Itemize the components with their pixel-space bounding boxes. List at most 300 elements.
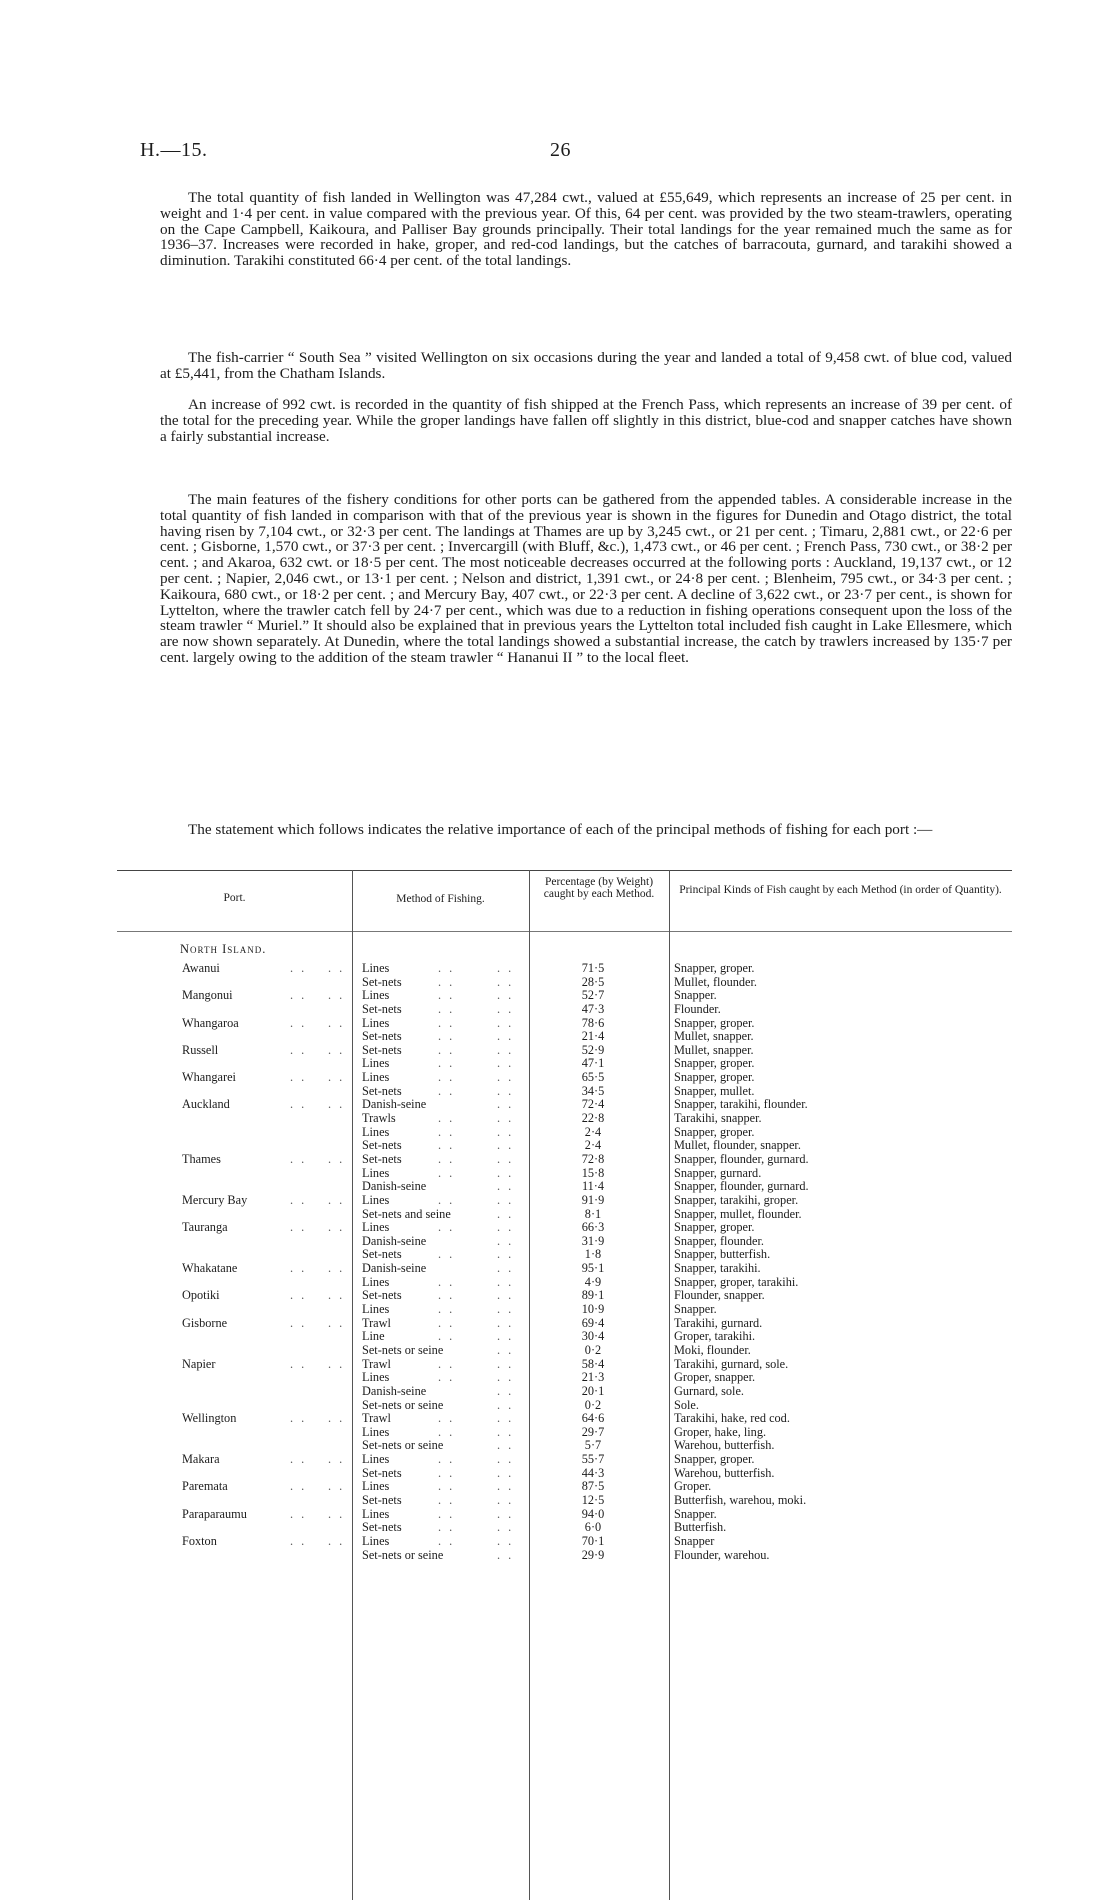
leader-dots: ..: [497, 1192, 520, 1207]
method-cell: Lines: [362, 988, 390, 1003]
leader-dots: ..: [328, 1151, 351, 1166]
table-row: [0, 1235, 1114, 1249]
table-row: [0, 1426, 1114, 1440]
leader-dots: ..: [438, 1329, 461, 1344]
method-cell: Set-nets: [362, 1029, 402, 1044]
percentage-cell: 1·8: [584, 1247, 602, 1262]
table-row: [0, 1439, 1114, 1453]
fish-kinds-cell: Snapper, groper.: [674, 1452, 755, 1467]
method-cell: Lines: [362, 1479, 390, 1494]
leader-dots: ..: [497, 1083, 520, 1098]
leader-dots: ..: [438, 1356, 461, 1371]
column-header-method: Method of Fishing.: [396, 893, 485, 905]
leader-dots: ..: [497, 1179, 520, 1194]
leader-dots: ..: [328, 1220, 351, 1235]
leader-dots: ..: [497, 961, 520, 975]
leader-dots: ..: [438, 1042, 461, 1057]
percentage-cell: 34·5: [581, 1083, 605, 1098]
leader-dots: ..: [497, 1383, 520, 1398]
leader-dots: ..: [328, 1452, 351, 1467]
fish-kinds-cell: Snapper, mullet, flounder.: [674, 1206, 802, 1221]
table-row: [0, 1180, 1114, 1194]
leader-dots: ..: [497, 1001, 520, 1016]
percentage-cell: 10·9: [581, 1302, 605, 1317]
method-cell: Set-nets: [362, 1083, 402, 1098]
table-row: [0, 1535, 1114, 1549]
leader-dots: ..: [497, 1151, 520, 1166]
percentage-cell: 65·5: [581, 1070, 605, 1085]
leader-dots: ..: [328, 961, 351, 975]
table-header-rule: [117, 931, 1012, 932]
leader-dots: ..: [438, 1220, 461, 1235]
leader-dots: ..: [328, 1261, 351, 1276]
leader-dots: ..: [497, 1220, 520, 1235]
table-top-rule: [117, 870, 1012, 871]
leader-dots: ..: [497, 1206, 520, 1221]
leader-dots: ..: [497, 1342, 520, 1357]
method-cell: Set-nets: [362, 1151, 402, 1166]
fish-kinds-cell: Mullet, flounder, snapper.: [674, 1138, 801, 1153]
percentage-cell: 29·9: [581, 1547, 605, 1562]
leader-dots: ..: [497, 1138, 520, 1153]
percentage-cell: 44·3: [581, 1465, 605, 1480]
fish-kinds-cell: Snapper, groper.: [674, 1070, 755, 1085]
leader-dots: ..: [497, 1329, 520, 1344]
fish-kinds-cell: Snapper, groper.: [674, 1015, 755, 1030]
leader-dots: ..: [438, 1165, 461, 1180]
fish-kinds-cell: Tarakihi, gurnard.: [674, 1315, 763, 1330]
method-cell: Lines: [362, 1533, 390, 1548]
percentage-cell: 11·4: [581, 1179, 605, 1194]
leader-dots: ..: [438, 1192, 461, 1207]
leader-dots: ..: [497, 1042, 520, 1057]
percentage-cell: 30·4: [581, 1329, 605, 1344]
table-row: [0, 1126, 1114, 1140]
table-row: [0, 1030, 1114, 1044]
leader-dots: ..: [497, 1056, 520, 1071]
leader-dots: ..: [438, 1056, 461, 1071]
leader-dots: ..: [497, 1397, 520, 1412]
percentage-cell: 22·8: [581, 1111, 605, 1126]
leader-dots: ..: [438, 1288, 461, 1303]
fish-kinds-cell: Butterfish, warehou, moki.: [674, 1492, 807, 1507]
port-cell: Whakatane: [182, 1261, 238, 1276]
leader-dots: ..: [497, 988, 520, 1003]
method-cell: Set-nets or seine: [362, 1547, 444, 1562]
percentage-cell: 0·2: [584, 1342, 602, 1357]
table-row: [0, 1521, 1114, 1535]
leader-dots: ..: [328, 1356, 351, 1371]
method-cell: Lines: [362, 1424, 390, 1439]
leader-dots: ..: [497, 1438, 520, 1453]
leader-dots: ..: [438, 1302, 461, 1317]
leader-dots: ..: [290, 1506, 313, 1521]
fishing-methods-table: [0, 962, 1114, 1562]
leader-dots: ..: [438, 961, 461, 975]
column-header-port: Port.: [223, 892, 246, 904]
leader-dots: ..: [290, 1261, 313, 1276]
port-cell: Opotiki: [182, 1288, 220, 1303]
leader-dots: ..: [328, 1411, 351, 1426]
method-cell: Lines: [362, 1506, 390, 1521]
method-cell: Lines: [362, 1070, 390, 1085]
percentage-cell: 21·3: [581, 1370, 605, 1385]
fish-kinds-cell: Mullet, snapper.: [674, 1042, 754, 1057]
percentage-cell: 78·6: [581, 1015, 605, 1030]
percentage-cell: 94·0: [581, 1506, 605, 1521]
paragraph-text: An increase of 992 cwt. is recorded in the quantity of fish shipped at the French Pass, which represents an increase of 39 per cent. of the total for the preceding year. While the groper landings have fallen off slightly in this district, blue-cod and snapper catches have shown a fairly substantial increase.: [160, 396, 1012, 445]
method-cell: Danish-seine: [362, 1261, 427, 1276]
leader-dots: ..: [438, 1533, 461, 1548]
fish-kinds-cell: Snapper, flounder, gurnard.: [674, 1179, 809, 1194]
port-cell: Gisborne: [182, 1315, 228, 1330]
percentage-cell: 70·1: [581, 1533, 605, 1548]
leader-dots: ..: [497, 1356, 520, 1371]
table-row: [0, 1194, 1114, 1208]
percentage-cell: 31·9: [581, 1233, 605, 1248]
leader-dots: ..: [290, 1151, 313, 1166]
leader-dots: ..: [497, 1274, 520, 1289]
port-cell: Mangonui: [182, 988, 233, 1003]
table-row: [0, 1248, 1114, 1262]
table-row: [0, 1453, 1114, 1467]
port-cell: Whangaroa: [182, 1015, 239, 1030]
table-row: [0, 1385, 1114, 1399]
method-cell: Lines: [362, 1165, 390, 1180]
column-header-percentage: Percentage (by Weight) caught by each Method.: [543, 876, 655, 900]
paragraph-french-pass: [160, 397, 1012, 444]
leader-dots: ..: [497, 1302, 520, 1317]
leader-dots: ..: [328, 1042, 351, 1057]
method-cell: Set-nets: [362, 1288, 402, 1303]
leader-dots: ..: [497, 1465, 520, 1480]
fish-kinds-cell: Snapper: [674, 1533, 715, 1548]
fish-kinds-cell: Snapper, gurnard.: [674, 1165, 762, 1180]
leader-dots: ..: [497, 1124, 520, 1139]
fish-kinds-cell: Snapper.: [674, 1506, 717, 1521]
fish-kinds-cell: Snapper, flounder.: [674, 1233, 765, 1248]
percentage-cell: 20·1: [581, 1383, 605, 1398]
port-cell: Paraparaumu: [182, 1506, 247, 1521]
table-row: [0, 962, 1114, 976]
percentage-cell: 91·9: [581, 1192, 605, 1207]
leader-dots: ..: [290, 1411, 313, 1426]
percentage-cell: 55·7: [581, 1452, 605, 1467]
leader-dots: ..: [290, 1097, 313, 1112]
table-row: [0, 1358, 1114, 1372]
method-cell: Lines: [362, 1192, 390, 1207]
fish-kinds-cell: Snapper, tarakihi.: [674, 1261, 761, 1276]
leader-dots: ..: [438, 1492, 461, 1507]
percentage-cell: 5·7: [584, 1438, 602, 1453]
method-cell: Danish-seine: [362, 1179, 427, 1194]
leader-dots: ..: [438, 1001, 461, 1016]
method-cell: Set-nets: [362, 1001, 402, 1016]
fish-kinds-cell: Snapper, groper.: [674, 961, 755, 975]
method-cell: Set-nets: [362, 1138, 402, 1153]
leader-dots: ..: [438, 1274, 461, 1289]
fish-kinds-cell: Tarakihi, snapper.: [674, 1111, 762, 1126]
paragraph-other-ports: [160, 492, 1012, 666]
leader-dots: ..: [497, 1520, 520, 1535]
percentage-cell: 66·3: [581, 1220, 605, 1235]
leader-dots: ..: [328, 1288, 351, 1303]
fish-kinds-cell: Flounder, snapper.: [674, 1288, 765, 1303]
leader-dots: ..: [438, 1424, 461, 1439]
leader-dots: ..: [497, 1233, 520, 1248]
port-cell: Makara: [182, 1452, 220, 1467]
percentage-cell: 4·9: [584, 1274, 602, 1289]
paragraph-text: The statement which follows indicates the relative importance of each of the principal methods of fishing for each port :—: [188, 821, 933, 838]
leader-dots: ..: [328, 1070, 351, 1085]
leader-dots: ..: [290, 961, 313, 975]
leader-dots: ..: [438, 1479, 461, 1494]
leader-dots: ..: [438, 1506, 461, 1521]
leader-dots: ..: [497, 1424, 520, 1439]
table-row: [0, 1467, 1114, 1481]
table-row: [0, 1508, 1114, 1522]
leader-dots: ..: [438, 1070, 461, 1085]
leader-dots: ..: [328, 1015, 351, 1030]
leader-dots: ..: [290, 988, 313, 1003]
method-cell: Set-nets: [362, 1042, 402, 1057]
method-cell: Set-nets: [362, 974, 402, 989]
table-row: [0, 1494, 1114, 1508]
percentage-cell: 47·1: [581, 1056, 605, 1071]
leader-dots: ..: [290, 1479, 313, 1494]
table-row: [0, 1112, 1114, 1126]
leader-dots: ..: [438, 1029, 461, 1044]
method-cell: Lines: [362, 1274, 390, 1289]
leader-dots: ..: [497, 974, 520, 989]
method-cell: Lines: [362, 1220, 390, 1235]
method-cell: Lines: [362, 1370, 390, 1385]
leader-dots: ..: [328, 1506, 351, 1521]
leader-dots: ..: [438, 1111, 461, 1126]
fish-kinds-cell: Snapper, tarakihi, groper.: [674, 1192, 799, 1207]
table-row: [0, 1289, 1114, 1303]
percentage-cell: 0·2: [584, 1397, 602, 1412]
leader-dots: ..: [290, 1288, 313, 1303]
port-cell: Tauranga: [182, 1220, 228, 1235]
fish-kinds-cell: Warehou, butterfish.: [674, 1438, 775, 1453]
port-cell: Whangarei: [182, 1070, 236, 1085]
table-row: [0, 1167, 1114, 1181]
table-row: [0, 1098, 1114, 1112]
port-cell: Mercury Bay: [182, 1192, 248, 1207]
method-cell: Set-nets or seine: [362, 1438, 444, 1453]
fish-kinds-cell: Groper, tarakihi.: [674, 1329, 756, 1344]
fish-kinds-cell: Groper, snapper.: [674, 1370, 756, 1385]
percentage-cell: 52·9: [581, 1042, 605, 1057]
page-reference: H.—15.: [140, 139, 208, 161]
paragraph-fish-carrier: [160, 350, 1012, 382]
method-cell: Lines: [362, 1124, 390, 1139]
fish-kinds-cell: Snapper, tarakihi, flounder.: [674, 1097, 808, 1112]
table-row: [0, 1412, 1114, 1426]
leader-dots: ..: [328, 1097, 351, 1112]
leader-dots: ..: [290, 1315, 313, 1330]
leader-dots: ..: [438, 1124, 461, 1139]
fish-kinds-cell: Groper, hake, ling.: [674, 1424, 767, 1439]
fish-kinds-cell: Warehou, butterfish.: [674, 1465, 775, 1480]
percentage-cell: 72·8: [581, 1151, 605, 1166]
method-cell: Trawl: [362, 1315, 391, 1330]
port-cell: Awanui: [182, 961, 220, 975]
table-row: [0, 1208, 1114, 1222]
leader-dots: ..: [497, 1288, 520, 1303]
port-cell: Foxton: [182, 1533, 217, 1548]
fish-kinds-cell: Tarakihi, hake, red cod.: [674, 1411, 790, 1426]
paragraph-statement-intro: [160, 822, 1012, 838]
percentage-cell: 29·7: [581, 1424, 605, 1439]
fish-kinds-cell: Mullet, flounder.: [674, 974, 757, 989]
table-row: [0, 1303, 1114, 1317]
table-row: [0, 1549, 1114, 1563]
fish-kinds-cell: Snapper, groper.: [674, 1220, 755, 1235]
percentage-cell: 69·4: [581, 1315, 605, 1330]
table-row: [0, 1344, 1114, 1358]
method-cell: Set-nets: [362, 1247, 402, 1262]
table-row: [0, 1480, 1114, 1494]
leader-dots: ..: [438, 1315, 461, 1330]
paragraph-text: The fish-carrier “ South Sea ” visited Wellington on six occasions during the year and landed a total of 9,458 cwt. of blue cod, valued at £5,441, from the Chatham Islands.: [160, 349, 1012, 382]
leader-dots: ..: [497, 1247, 520, 1262]
method-cell: Lines: [362, 1302, 390, 1317]
fish-kinds-cell: Snapper, groper.: [674, 1056, 755, 1071]
port-cell: Paremata: [182, 1479, 228, 1494]
method-cell: Danish-seine: [362, 1383, 427, 1398]
fish-kinds-cell: Mullet, snapper.: [674, 1029, 754, 1044]
leader-dots: ..: [438, 1411, 461, 1426]
leader-dots: ..: [497, 1097, 520, 1112]
port-cell: Napier: [182, 1356, 216, 1371]
leader-dots: ..: [438, 974, 461, 989]
percentage-cell: 28·5: [581, 974, 605, 989]
table-row: [0, 1317, 1114, 1331]
port-cell: Thames: [182, 1151, 221, 1166]
leader-dots: ..: [290, 1452, 313, 1467]
percentage-cell: 87·5: [581, 1479, 605, 1494]
leader-dots: ..: [438, 1138, 461, 1153]
percentage-cell: 2·4: [584, 1138, 602, 1153]
method-cell: Trawl: [362, 1411, 391, 1426]
page-number: 26: [550, 139, 571, 161]
leader-dots: ..: [438, 1452, 461, 1467]
port-cell: Auckland: [182, 1097, 230, 1112]
percentage-cell: 12·5: [581, 1492, 605, 1507]
table-row: [0, 1153, 1114, 1167]
fish-kinds-cell: Sole.: [674, 1397, 699, 1412]
method-cell: Set-nets: [362, 1465, 402, 1480]
leader-dots: ..: [290, 1533, 313, 1548]
method-cell: Lines: [362, 1452, 390, 1467]
method-cell: Set-nets or seine: [362, 1397, 444, 1412]
fish-kinds-cell: Snapper, mullet.: [674, 1083, 755, 1098]
leader-dots: ..: [438, 1151, 461, 1166]
percentage-cell: 2·4: [584, 1124, 602, 1139]
fish-kinds-cell: Flounder, warehou.: [674, 1547, 770, 1562]
leader-dots: ..: [290, 1356, 313, 1371]
method-cell: Set-nets: [362, 1520, 402, 1535]
leader-dots: ..: [497, 1533, 520, 1548]
fish-kinds-cell: Butterfish.: [674, 1520, 727, 1535]
port-cell: Wellington: [182, 1411, 237, 1426]
table-row: [0, 976, 1114, 990]
method-cell: Trawl: [362, 1356, 391, 1371]
percentage-cell: 6·0: [584, 1520, 602, 1535]
leader-dots: ..: [497, 1261, 520, 1276]
table-row: [0, 1262, 1114, 1276]
fish-kinds-cell: Groper.: [674, 1479, 712, 1494]
leader-dots: ..: [290, 1015, 313, 1030]
table-row: [0, 1057, 1114, 1071]
table-row: [0, 1139, 1114, 1153]
percentage-cell: 72·4: [581, 1097, 605, 1112]
leader-dots: ..: [497, 1015, 520, 1030]
method-cell: Lines: [362, 1056, 390, 1071]
fish-kinds-cell: Snapper, groper.: [674, 1124, 755, 1139]
fish-kinds-cell: Moki, flounder.: [674, 1342, 751, 1357]
percentage-cell: 71·5: [581, 961, 605, 975]
fish-kinds-cell: Snapper, groper, tarakihi.: [674, 1274, 799, 1289]
table-row: [0, 1044, 1114, 1058]
percentage-cell: 89·1: [581, 1288, 605, 1303]
leader-dots: ..: [290, 1220, 313, 1235]
leader-dots: ..: [290, 1070, 313, 1085]
column-header-kinds: Principal Kinds of Fish caught by each Method (in order of Quantity).: [679, 884, 1002, 896]
fish-kinds-cell: Flounder.: [674, 1001, 721, 1016]
table-row: [0, 1071, 1114, 1085]
leader-dots: ..: [497, 1165, 520, 1180]
leader-dots: ..: [438, 1083, 461, 1098]
paragraph-wellington: [160, 190, 1012, 269]
leader-dots: ..: [328, 1315, 351, 1330]
leader-dots: ..: [438, 1370, 461, 1385]
fish-kinds-cell: Snapper.: [674, 1302, 717, 1317]
leader-dots: ..: [438, 1520, 461, 1535]
fish-kinds-cell: Snapper, flounder, gurnard.: [674, 1151, 809, 1166]
leader-dots: ..: [438, 988, 461, 1003]
paragraph-text: The main features of the fishery conditions for other ports can be gathered from the appended tables. A considerable increase in the total quantity of fish landed in comparison with that of the previous year is shown in the figures for Dunedin and Otago district, the total having risen by 7,104 cwt., or 32·3 per cent. The landings at Thames are up by 3,245 cwt., or 21 per cent. ; Timaru, 2,881 cwt., or 22·6 per cent. ; Gisborne, 1,570 cwt., or 37·3 per cent. ; Invercargill (with Bluff, &c.), 1,473 cwt., or 46 per cent. ; French Pass, 730 cwt., or 38·2 per cent. ; and Akaroa, 632 cwt. or 18·5 per cent. The most noticeable decreases occurred at the following ports : Auckland, 19,137 cwt., or 12 per cent. ; Napier, 2,046 cwt., or 13·1 per cent. ; Nelson and district, 1,391 cwt., or 24·8 per cent. ; Blenheim, 795 cwt., or 34·3 per cent. ; Kaikoura, 680 cwt., or 18·2 per cent. ; and Mercury Bay, 407 cwt., or 22·3 per cent. A decline of 3,622 cwt., or 23·7 per cent., is shown for Lyttelton, where the trawler catch fell by 24·7 per cent., which was due to a reduction in fishing operations consequent upon the loss of the steam trawler “ Muriel.” It should also be explained that in previous years the Lyttelton total included fish caught in Lake Ellesmere, which are now shown separately. At Dunedin, where the total landings showed a substantial increase, the catch by trawlers increased by 135·7 per cent. largely owing to the addition of the steam trawler “ Hananui II ” to the local fleet.: [160, 491, 1012, 666]
leader-dots: ..: [328, 1192, 351, 1207]
section-heading: North Island.: [180, 942, 267, 956]
table-row: [0, 1085, 1114, 1099]
leader-dots: ..: [328, 988, 351, 1003]
table-row: [0, 1017, 1114, 1031]
leader-dots: ..: [328, 1533, 351, 1548]
table-row: [0, 1221, 1114, 1235]
paragraph-text: The total quantity of fish landed in Wellington was 47,284 cwt., valued at £55,649, which represents an increase of 25 per cent. in weight and 1·4 per cent. in value compared with the previous year. Of this, 64 per cent. was provided by the two steam-trawlers, operating on the Cape Campbell, Kaikoura, and Palliser Bay grounds principally. Their total landings for the year remained much the same as for 1936–37. Increases were recorded in hake, groper, and red-cod landings, but the catches of barracouta, gurnard, and tarakihi showed a diminution. Tarakihi constituted 66·4 per cent. of the total landings.: [160, 189, 1012, 270]
table-row: [0, 1003, 1114, 1017]
leader-dots: ..: [328, 1479, 351, 1494]
percentage-cell: 8·1: [584, 1206, 602, 1221]
leader-dots: ..: [497, 1315, 520, 1330]
leader-dots: ..: [438, 1465, 461, 1480]
table-row: [0, 1399, 1114, 1413]
method-cell: Set-nets and seine: [362, 1206, 451, 1221]
leader-dots: ..: [497, 1452, 520, 1467]
percentage-cell: 58·4: [581, 1356, 605, 1371]
table-row: [0, 989, 1114, 1003]
fish-kinds-cell: Gurnard, sole.: [674, 1383, 745, 1398]
percentage-cell: 95·1: [581, 1261, 605, 1276]
percentage-cell: 47·3: [581, 1001, 605, 1016]
leader-dots: ..: [497, 1411, 520, 1426]
table-row: [0, 1276, 1114, 1290]
leader-dots: ..: [290, 1192, 313, 1207]
leader-dots: ..: [438, 1247, 461, 1262]
